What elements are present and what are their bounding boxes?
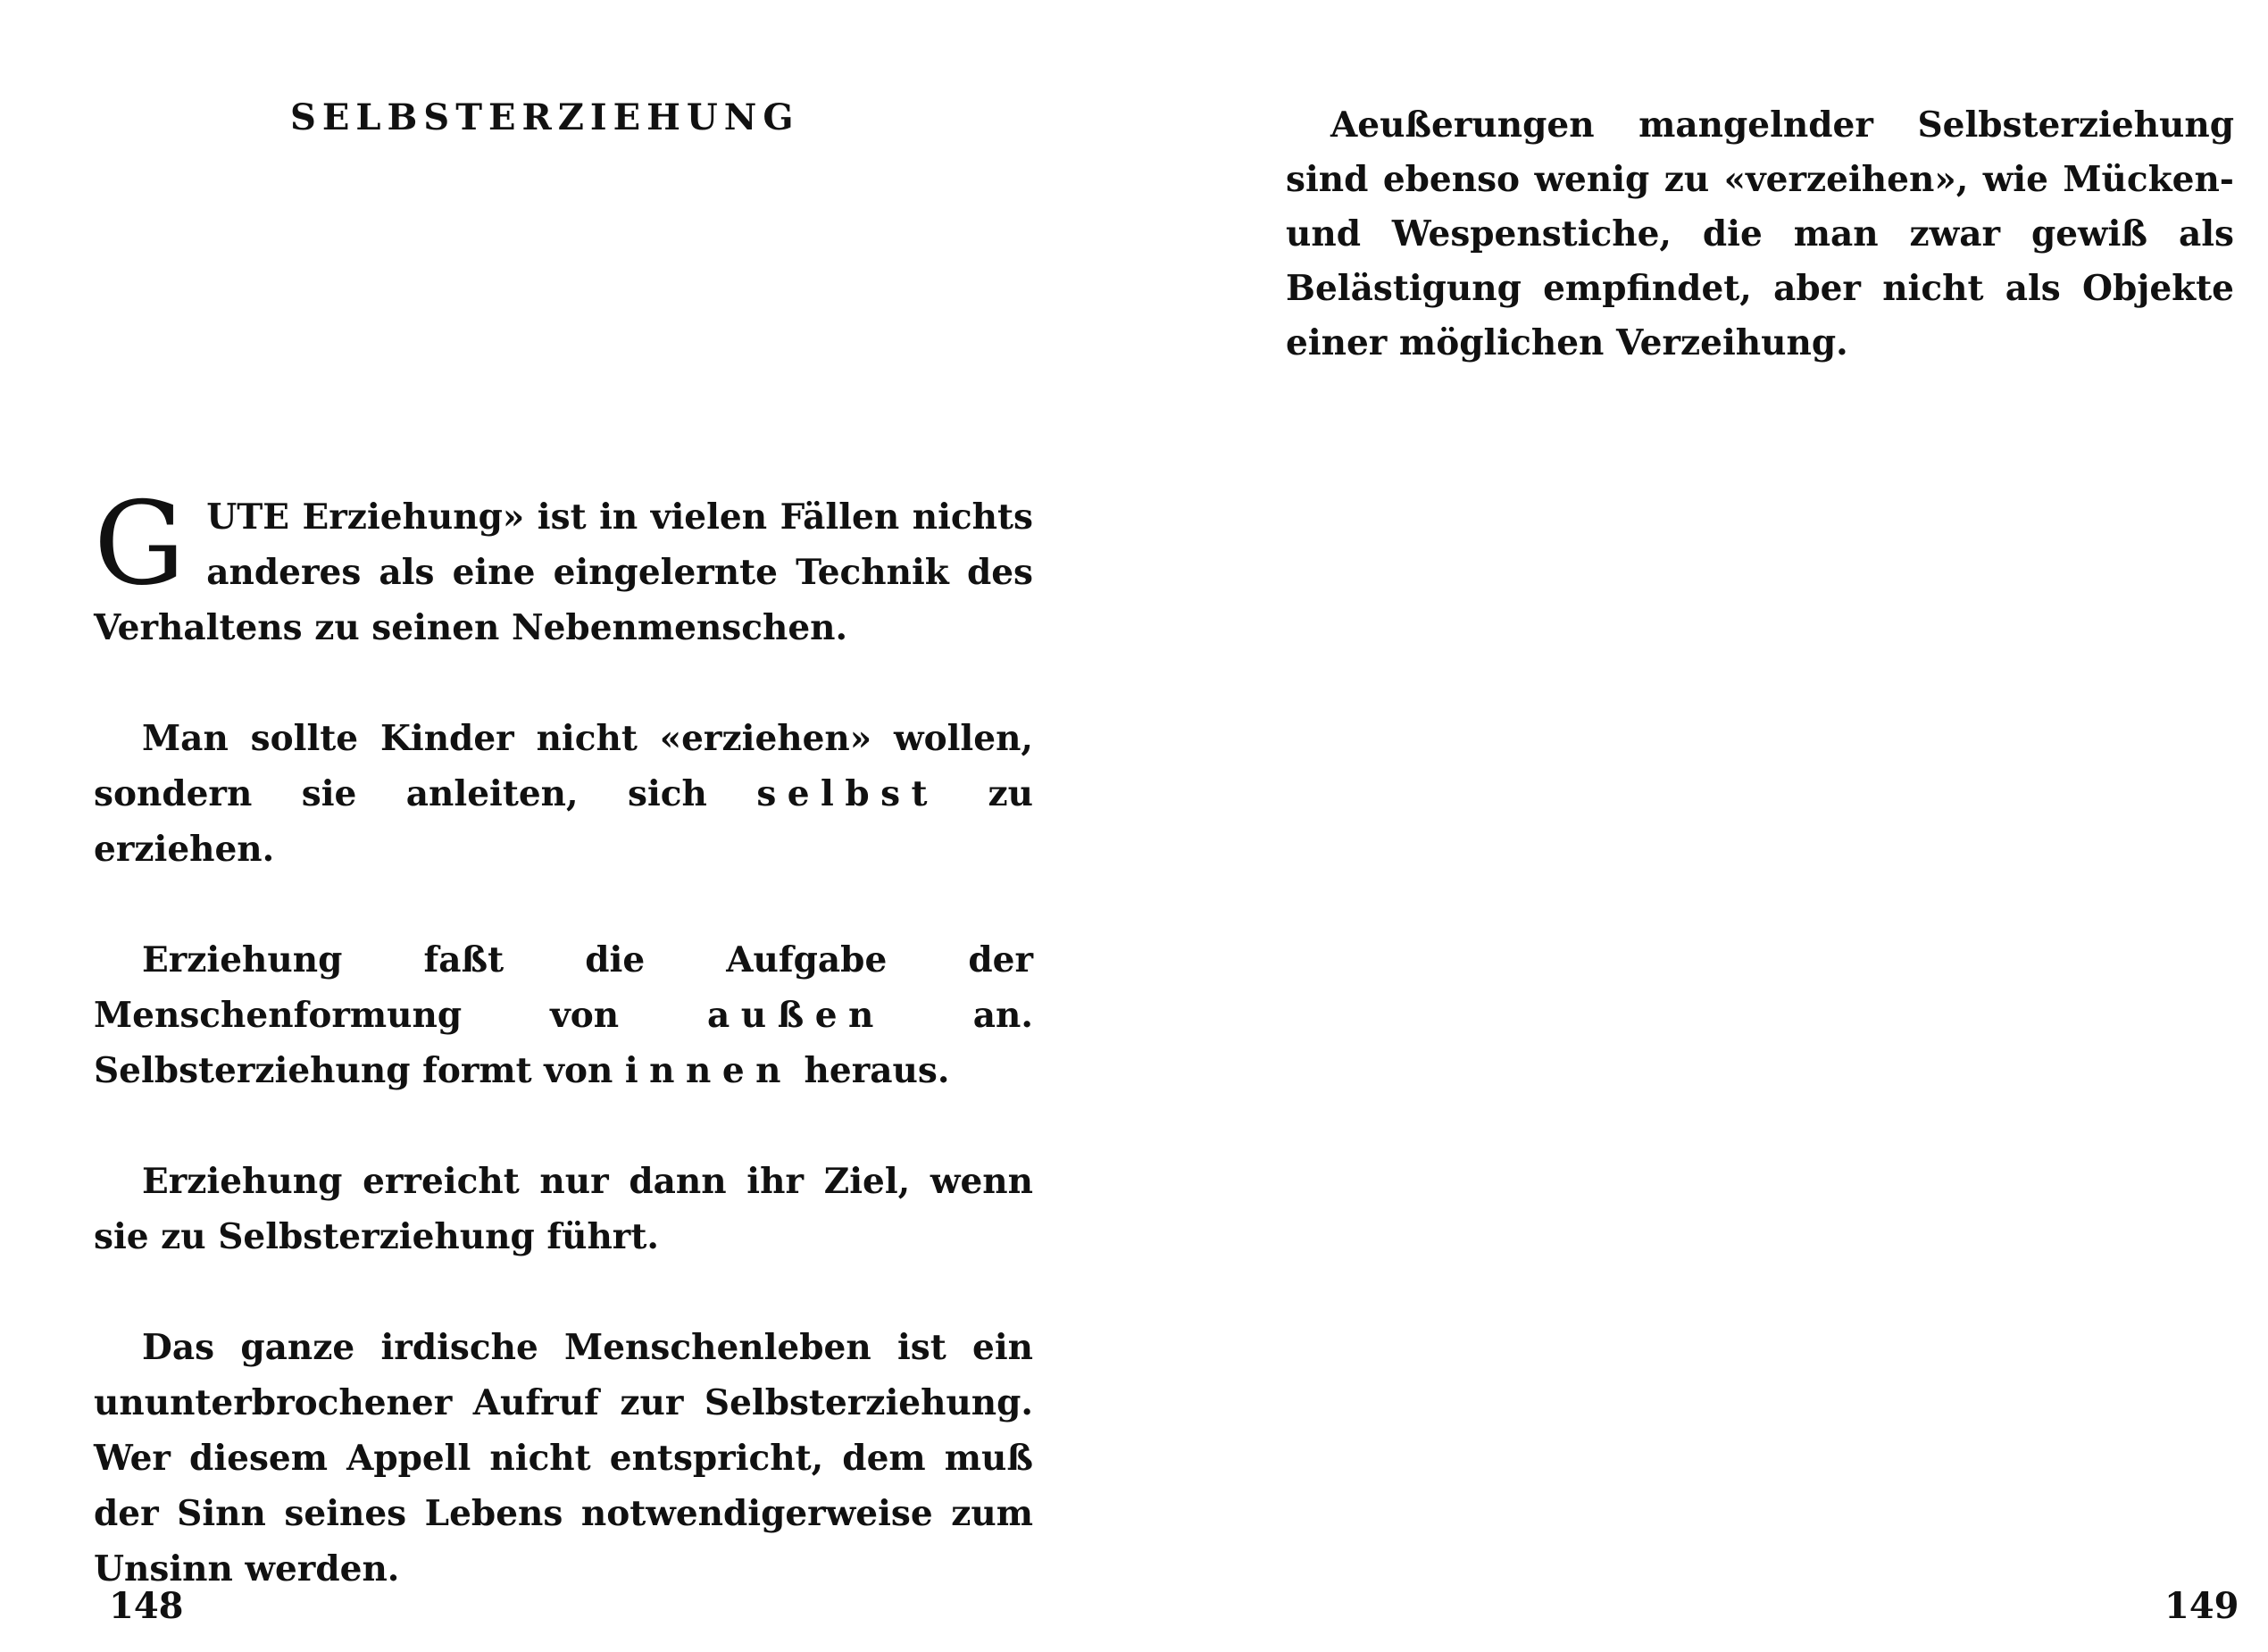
left-page-text: [94, 478, 1033, 1652]
right-page: [1134, 0, 2268, 1625]
paragraph-3-text-b: an. Selbsterziehung formt von: [94, 995, 1033, 1091]
paragraph-2-text-a: Man sollte Kinder nicht «erziehen» wollen, sondern sie anleiten, sich: [94, 718, 1033, 814]
paragraph-2-text-b: zu erziehen.: [94, 773, 1033, 870]
emphasis-aussen: außen: [707, 995, 885, 1036]
chapter-title: SELBSTERZIEHUNG: [290, 96, 800, 138]
paragraph-4: Erziehung erreicht nur dann ihr Ziel, wenn sie zu Selbsterziehung führt.: [94, 1161, 1033, 1257]
paragraph-3-text-a: Erziehung faßt die Aufgabe der Menschenformung von: [94, 939, 1033, 1036]
emphasis-selbst: selbst: [756, 773, 939, 814]
page-number-left: 148: [109, 1585, 184, 1627]
paragraph-2: [94, 711, 1033, 877]
dropcap: G: [94, 478, 186, 611]
left-page: [0, 0, 1134, 1625]
paragraph-1-text: UTE Erziehung» ist in vielen Fällen nichts anderes als eine eingelernte Technik des Verhaltens zu seinen Nebenmenschen.: [94, 496, 1033, 648]
page-number-right: 149: [2164, 1585, 2239, 1627]
emphasis-innen: innen: [624, 1050, 792, 1091]
paragraph-3: [94, 932, 1033, 1098]
right-page-paragraph: Aeußerungen mangelnder Selbsterziehung sind ebenso wenig zu «verzeihen», wie Mücken- und Wespenstiche, die man zwar gewiß als Belästigung empfindet, aber nicht als Objekte einer möglichen Verzeihung.: [1286, 104, 2234, 363]
paragraph-5: Das ganze irdische Menschenleben ist ein ununterbrochener Aufruf zur Selbsterziehung. Wer diesem Appell nicht entspricht, dem muß der Sinn seines Lebens notwendigerweise zum Unsinn werden.: [94, 1327, 1033, 1589]
paragraph-1: [94, 478, 1033, 655]
paragraph-3-text-c: heraus.: [791, 1050, 950, 1091]
